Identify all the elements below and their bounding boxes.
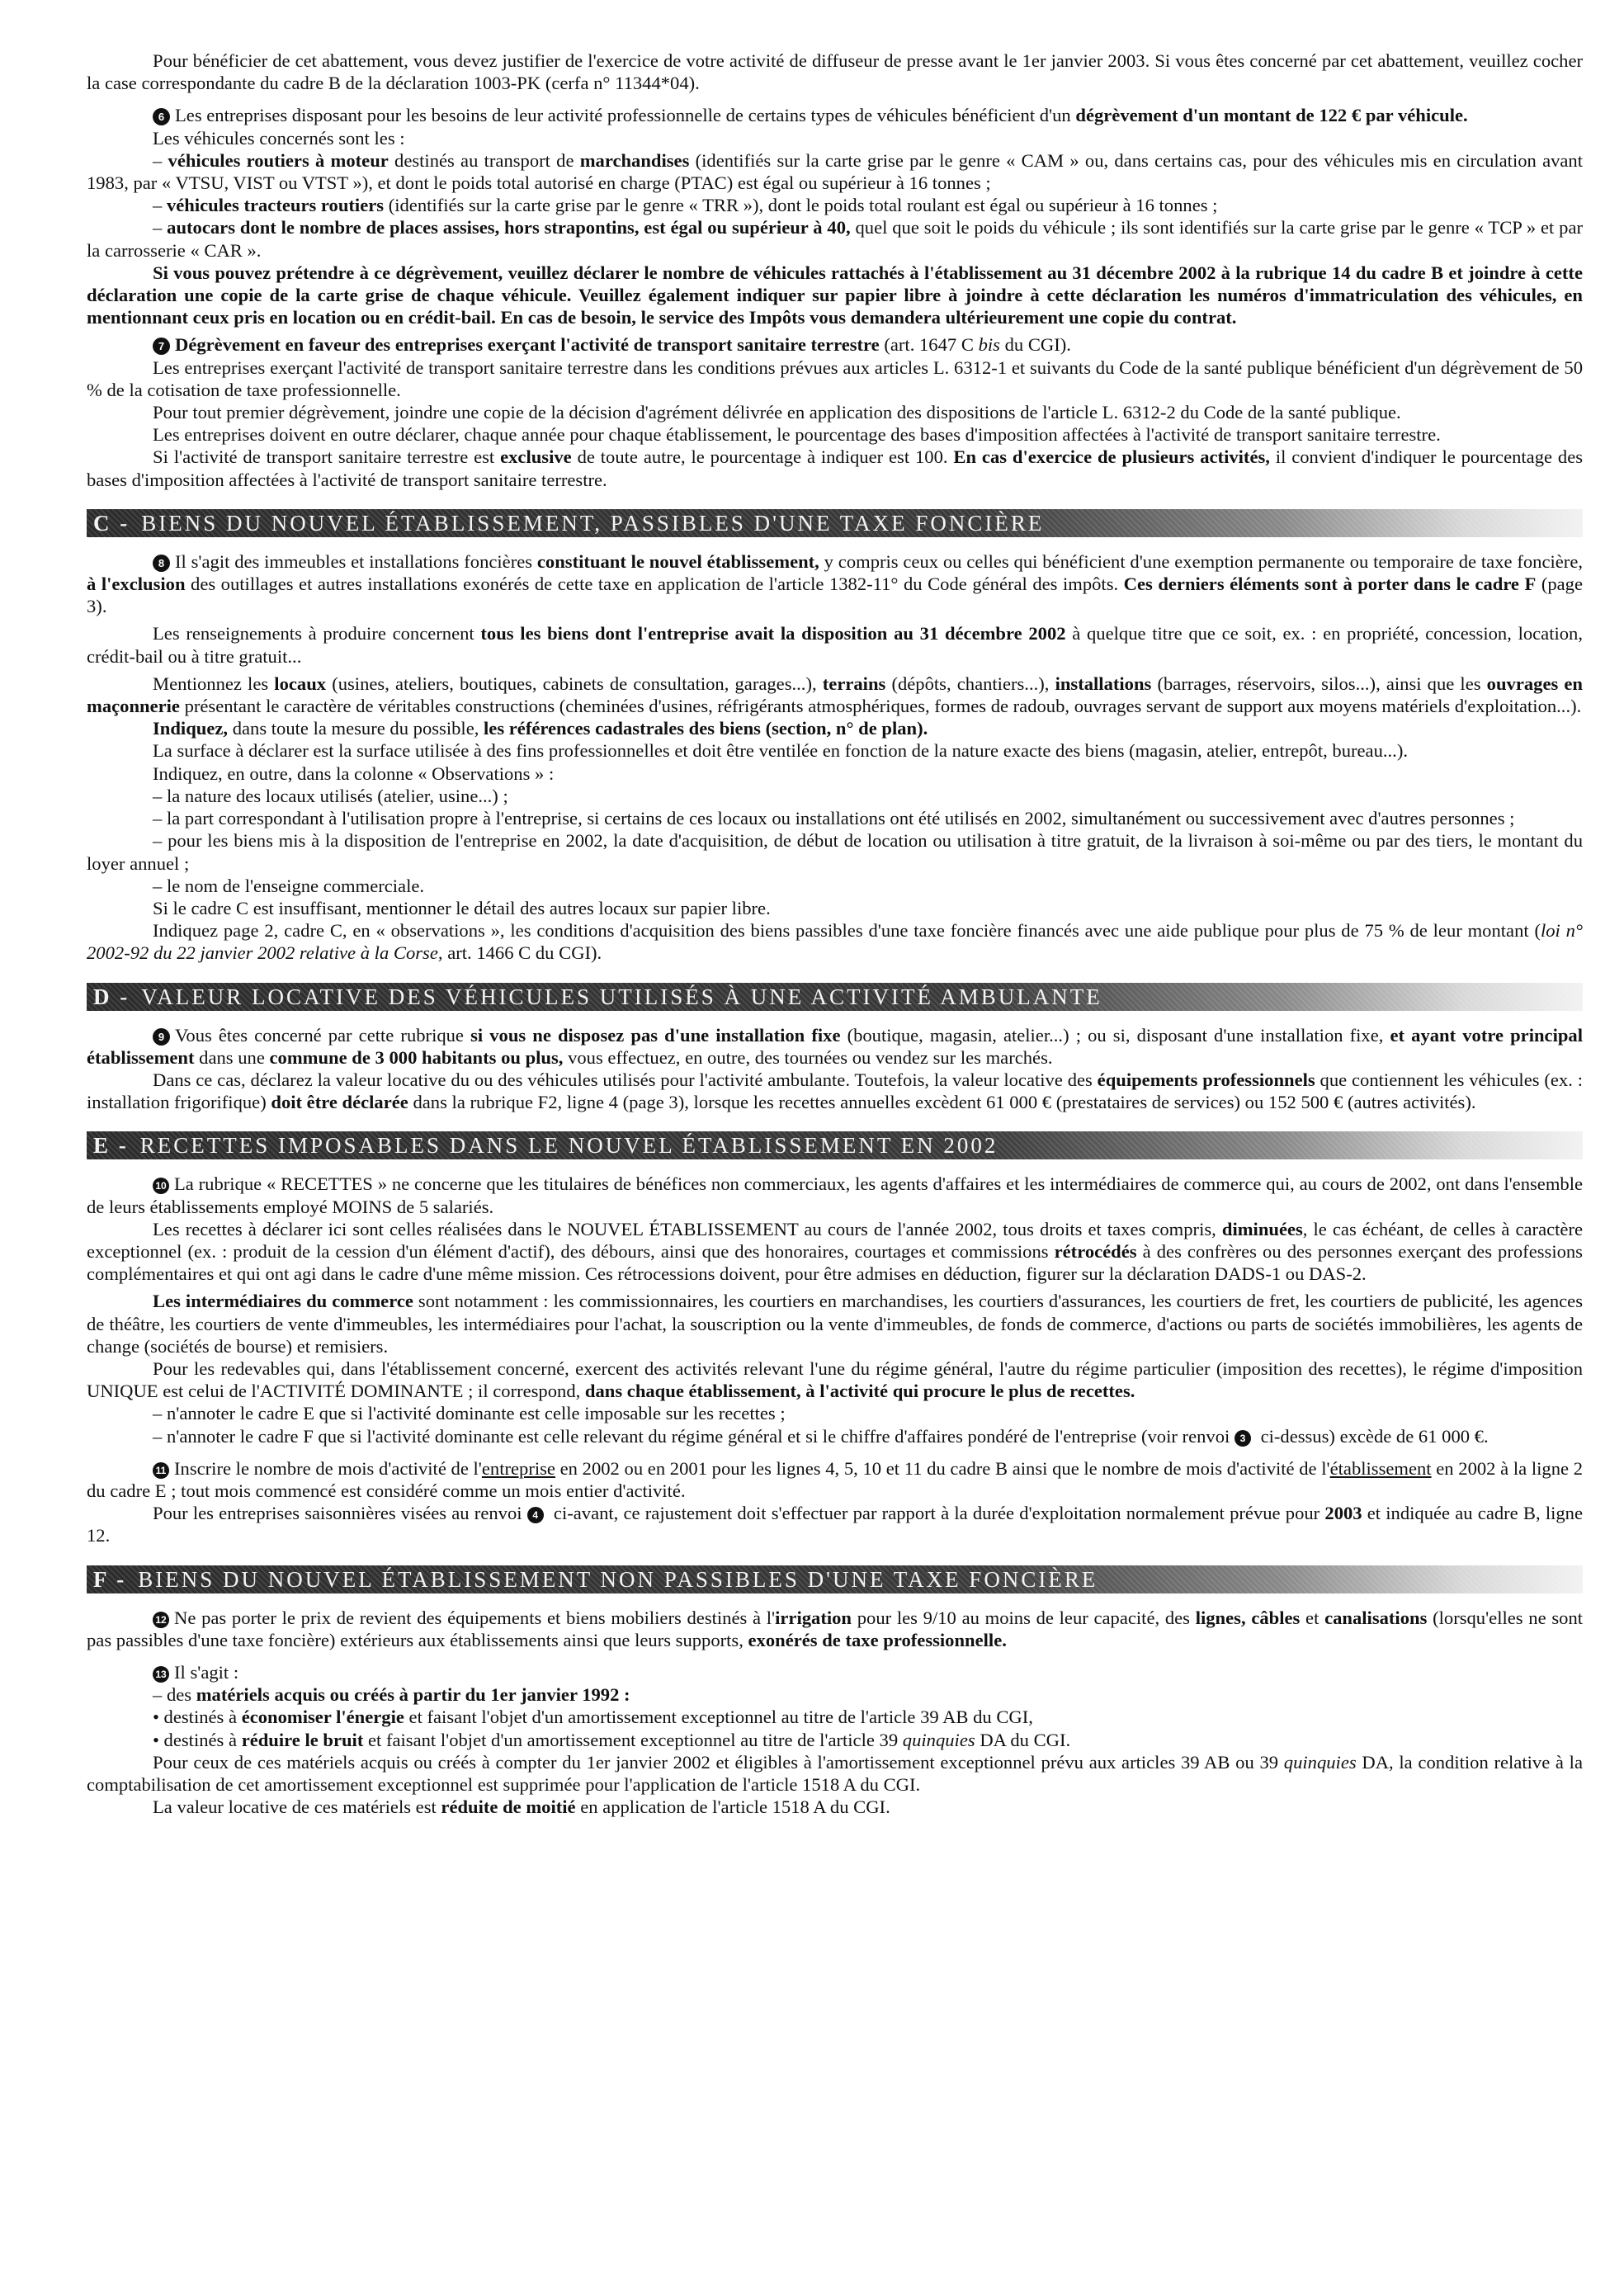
renvoi-8-paragraph: Indiquez, dans toute la mesure du possible, les références cadastrales des biens (section, n° de plan). <box>153 718 928 739</box>
renvoi-13-paragraph: Pour ceux de ces matériels acquis ou créés à compter du 1er janvier 2002 et éligibles à l'amortissement exceptionnel prévu aux articles 39 AB ou 39 quinquies DA, la condition relative à la comptabilisation de cet amortissement exceptionnel est supprimée pour l'application de l'article 1518 A du CGI. <box>87 1751 1583 1795</box>
renvoi-10-paragraph: Les recettes à déclarer ici sont celles réalisées dans le NOUVEL ÉTABLISSEMENT au cours de l'année 2002, tous droits et taxes compris, diminuées, le cas échéant, de celles à caractère exceptionnel (ex. : produit de la cession d'un élément d'actif), des débours, ainsi que des honoraires, courtages et commissions rétrocédés à des confrères ou des personnes exerçant des professions complémentaires et qui ont agi dans le cadre d'une même mission. Ces rétrocessions doivent, pour être admises en déduction, figurer sur la déclaration DADS-1 ou DAS-2. <box>87 1218 1583 1285</box>
renvoi-13-bullet: • destinés à économiser l'énergie et faisant l'objet d'un amortissement exceptionnel au titre de l'article 39 AB du CGI, <box>153 1707 1033 1728</box>
renvoi-number-badge: 3 <box>1235 1430 1251 1447</box>
renvoi-10-paragraph: Pour les redevables qui, dans l'établissement concerné, exercent des activités relevant l'une du régime général, l'autre du régime particulier (imposition des recettes), le régime d'imposition UNIQUE est celui de l'ACTIVITÉ DOMINANTE ; il correspond, dans chaque établissement, à l'activité qui procure le plus de recettes. <box>87 1357 1583 1402</box>
renvoi-6-vehicle-item: – véhicules routiers à moteur destinés au transport de marchandises (identifiés sur la carte grise par le genre « CAM » ou, dans certains cas, pour des véhicules mis en circulation avant 1983, par « VTSU, VIST ou VTST »), et dont le poids total autorisé en charge (PTAC) est égal ou supérieur à 16 tonnes ; <box>87 149 1583 194</box>
renvoi-8-paragraph: Indiquez, en outre, dans la colonne « Observations » : <box>153 762 555 784</box>
renvoi-7-paragraph: Si l'activité de transport sanitaire terrestre est exclusive de toute autre, le pourcentage à indiquer est 100. En cas d'exercice de plusieurs activités, il convient d'indiquer le pourcentage des bases d'imposition affectées à l'activité de transport sanitaire terrestre. <box>87 446 1584 490</box>
renvoi-8-paragraph: 8 Il s'agit des immeubles et installations foncières constituant le nouvel établissement, y compris ceux ou celles qui bénéficient d'une exemption permanente ou temporaire de taxe foncière, à l'exclusion des outillages et autres installations exonérés de cette taxe en application de l'article 1382-11° du Code général des impôts. Ces derniers éléments sont à porter dans le cadre F (page 3). <box>87 550 1584 617</box>
renvoi-number-badge: 6 <box>153 108 170 125</box>
renvoi-number-badge: 9 <box>153 1028 170 1046</box>
renvoi-9-paragraph: 9 Vous êtes concerné par cette rubrique si vous ne disposez pas d'une installation fixe (boutique, magasin, atelier...) ; ou si, disposant d'une installation fixe, et ayant votre principal établissement dans une commune de 3 000 habitants ou plus, vous effectuez, en outre, des tournées ou vendez sur les marchés. <box>87 1024 1583 1068</box>
renvoi-8-paragraph: Indiquez page 2, cadre C, en « observations », les conditions d'acquisition des biens passibles d'une taxe foncière financés avec une aide publique pour plus de 75 % de leur montant (loi n° 2002-92 du 22 janvier 2002 relative à la Corse, art. 1466 C du CGI). <box>87 920 1583 964</box>
section-f-header: F - BIENS DU NOUVEL ÉTABLISSEMENT NON PASSIBLES D'UNE TAXE FONCIÈRE <box>87 1565 1583 1593</box>
renvoi-6-declaration: Si vous pouvez prétendre à ce dégrèvement, veuillez déclarer le nombre de véhicules rattachés à l'établissement au 31 décembre 2002 à la rubrique 14 du cadre B et joindre à cette déclaration une copie de la carte grise de chaque véhicule. Veuillez également indiquer sur papier libre à joindre à cette déclaration les numéros d'immatriculation des véhicules, en mentionnant ceux pris en location ou en crédit-bail. En cas de besoin, le service des Impôts vous demandera ultérieurement une copie du contrat. <box>87 262 1583 328</box>
renvoi-number-badge: 12 <box>153 1612 169 1628</box>
section-d-header: D - VALEUR LOCATIVE DES VÉHICULES UTILISÉS À UNE ACTIVITÉ AMBULANTE <box>87 983 1583 1011</box>
renvoi-11-paragraph: 11 Inscrire le nombre de mois d'activité de l'entreprise en 2002 ou en 2001 pour les lignes 4, 5, 10 et 11 du cadre B ainsi que le nombre de mois d'activité de l'établissement en 2002 à la ligne 2 du cadre E ; tout mois commencé est considéré comme un mois entier d'activité. <box>87 1457 1583 1501</box>
renvoi-number-badge: 13 <box>153 1666 169 1683</box>
renvoi-8-paragraph: La surface à déclarer est la surface utilisée à des fins professionnelles et doit être ventilée en fonction de la nature exacte des biens (magasin, atelier, entrepôt, bureau...). <box>153 740 1408 762</box>
section-c-header: C - BIENS DU NOUVEL ÉTABLISSEMENT, PASSIBLES D'UNE TAXE FONCIÈRE <box>87 509 1583 537</box>
renvoi-10-paragraph: Les intermédiaires du commerce sont notamment : les commissionnaires, les courtiers en marchandises, les courtiers d'assurances, les courtiers de fret, les courtiers de publicité, les agences de théâtre, les courtiers de vente d'immeubles, les intermédiaires pour l'achat, la souscription ou la vente d'immeubles, de fonds de commerce, d'actions ou parts de sociétés immobilières, les agents de change (sociétés de bourse) et remisiers. <box>87 1291 1583 1357</box>
renvoi-10-list-item: – n'annoter le cadre F que si l'activité dominante est celle relevant du régime général et si le chiffre d'affaires pondéré de l'entreprise (voir renvoi 3 ci-dessus) excède de 61 000 €. <box>153 1425 1489 1447</box>
renvoi-10-paragraph: 10 La rubrique « RECETTES » ne concerne que les titulaires de bénéfices non commerciaux, les agents d'affaires et les intermédiaires de commerce qui, au cours de 2002, ont dans l'ensemble de leurs établissements employé MOINS de 5 salariés. <box>87 1173 1583 1217</box>
renvoi-number-badge: 8 <box>153 555 170 572</box>
renvoi-7-paragraph: Les entreprises doivent en outre déclarer, chaque année pour chaque établissement, le pourcentage des bases d'imposition affectées à l'activité de transport sanitaire terrestre. <box>153 424 1441 446</box>
renvoi-8-list-item: – la part correspondant à l'utilisation propre à l'entreprise, si certains de ces locaux ou installations ont été utilisés en 2002, simultanément ou successivement avec d'autres personnes ; <box>153 808 1515 829</box>
renvoi-8-paragraph: Si le cadre C est insuffisant, mentionner le détail des autres locaux sur papier libre. <box>153 897 771 918</box>
renvoi-9-paragraph: Dans ce cas, déclarez la valeur locative du ou des véhicules utilisés pour l'activité ambulante. Toutefois, la valeur locative des équipements professionnels que contiennent les véhicules (ex. : installation frigorifique) doit être déclarée dans la rubrique F2, ligne 4 (page 3), lorsque les recettes annuelles excèdent 61 000 € (prestataires de services) ou 152 500 € (autres activités). <box>87 1069 1583 1113</box>
renvoi-6-concerned: Les véhicules concernés sont les : <box>153 127 405 149</box>
renvoi-10-list-item: – n'annoter le cadre E que si l'activité dominante est celle imposable sur les recettes ; <box>153 1403 786 1424</box>
renvoi-6-vehicle-item: – autocars dont le nombre de places assises, hors strapontins, est égal ou supérieur à 40, quel que soit le poids du véhicule ; ils sont identifiés sur la carte grise par le genre « TCP » et par la carrosserie « CAR ». <box>87 217 1583 261</box>
renvoi-13-bullet: • destinés à réduire le bruit et faisant l'objet d'un amortissement exceptionnel au titre de l'article 39 quinquies DA du CGI. <box>153 1729 1071 1750</box>
renvoi-number-badge: 10 <box>153 1178 169 1194</box>
renvoi-12-paragraph: 12 Ne pas porter le prix de revient des équipements et biens mobiliers destinés à l'irrigation pour les 9/10 au moins de leur capacité, des lignes, câbles et canalisations (lorsqu'elles ne sont pas passibles d'une taxe foncière) extérieurs aux établissements ainsi que leurs supports, exonérés de taxe professionnelle. <box>87 1607 1584 1650</box>
renvoi-8-paragraph: Mentionnez les locaux (usines, ateliers, boutiques, cabinets de consultation, garages...), terrains (dépôts, chantiers...), installations (barrages, réservoirs, silos...), ainsi que les ouvrages en maçonnerie présentant le caractère de véritables constructions (cheminées d'usines, réfrigérants atmosphériques, formes de radoub, ouvrages servant de support aux moyens matériels d'exploitation...). <box>87 673 1583 717</box>
renvoi-8-list-item: – la nature des locaux utilisés (atelier, usine...) ; <box>153 785 508 806</box>
renvoi-8-paragraph: Les renseignements à produire concernent tous les biens dont l'entreprise avait la disposition au 31 décembre 2002 à quelque titre que ce soit, ex. : en propriété, concession, location, crédit-bail ou à titre gratuit... <box>87 623 1583 667</box>
renvoi-number-badge: 4 <box>527 1507 544 1523</box>
renvoi-11-paragraph: Pour les entreprises saisonnières visées au renvoi 4 ci-avant, ce rajustement doit s'effectuer par rapport à la durée d'exploitation normalement prévue pour 2003 et indiquée au cadre B, ligne 12. <box>87 1503 1583 1546</box>
section-e-header: E - RECETTES IMPOSABLES DANS LE NOUVEL ÉTABLISSEMENT EN 2002 <box>87 1131 1583 1159</box>
renvoi-13-intro: 13 Il s'agit : <box>87 1661 1583 1683</box>
renvoi-7-paragraph: Pour tout premier dégrèvement, joindre une copie de la décision d'agrément délivrée en application des dispositions de l'article L. 6312-2 du Code de la santé publique. <box>153 402 1401 423</box>
renvoi-number-badge: 7 <box>153 338 170 355</box>
renvoi-7-paragraph: Les entreprises exerçant l'activité de transport sanitaire terrestre dans les conditions prévues aux articles L. 6312-1 et suivants du Code de la santé publique bénéficient d'un dégrèvement de 50 % de la cotisation de taxe professionnelle. <box>87 356 1583 400</box>
renvoi-13-paragraph: La valeur locative de ces matériels est réduite de moitié en application de l'article 1518 A du CGI. <box>153 1796 890 1818</box>
renvoi-8-list-item: – le nom de l'enseigne commerciale. <box>153 875 425 896</box>
intro-paragraph: Pour bénéficier de cet abattement, vous devez justifier de l'exercice de votre activité de diffuseur de presse avant le 1er janvier 2003. Si vous êtes concerné par cet abattement, veuillez cocher la case correspondante du cadre B de la déclaration 1003-PK (cerfa n° 11344*04). <box>87 50 1583 94</box>
renvoi-6-paragraph: 6 Les entreprises disposant pour les besoins de leur activité professionnelle de certains types de véhicules bénéficient d'un dégrèvement d'un montant de 122 € par véhicule. <box>87 104 1583 126</box>
renvoi-number-badge: 11 <box>153 1462 169 1479</box>
renvoi-8-list-item: – pour les biens mis à la disposition de l'entreprise en 2002, la date d'acquisition, de début de location ou utilisation à titre gratuit, de la livraison à soi-même ou par des tiers, le montant du loyer annuel ; <box>87 830 1583 874</box>
renvoi-13-list-item: – des matériels acquis ou créés à partir du 1er janvier 1992 : <box>153 1684 630 1706</box>
renvoi-6-vehicle-item: – véhicules tracteurs routiers (identifiés sur la carte grise par le genre « TRR »), dont le poids total roulant est égal ou supérieur à 16 tonnes ; <box>153 195 1218 216</box>
renvoi-7-title: 7 Dégrèvement en faveur des entreprises exerçant l'activité de transport sanitaire terrestre (art. 1647 C bis du CGI). <box>87 333 1583 356</box>
